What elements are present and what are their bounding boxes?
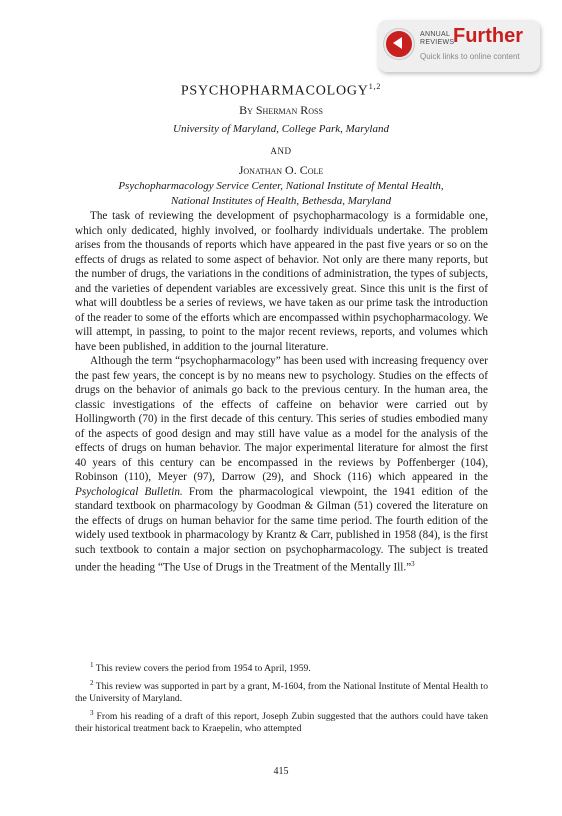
author-cole: Jonathan O. Cole [238,163,324,177]
footnote-ref-3: 3 [411,560,415,568]
affiliation-maryland: University of Maryland, College Park, Maryland [173,123,389,135]
back-arrow-icon [384,29,414,59]
author-ross: By Sherman Ross [239,103,323,117]
further-link-badge[interactable] [378,20,540,72]
page-number: 415 [273,766,289,777]
journal-title: Psychological Bulletin. [75,485,183,498]
footnote-1: $^1$ This review covers the period from 1954 to April, 1959. [90,661,311,675]
badge-subtitle: Quick links to online content [420,52,520,61]
article-body [75,209,488,575]
article-title: PSYCHOPHARMACOLOGY$^{1,2}$ [180,82,382,99]
footnote-3: $^3$ From his reading of a draft of this report, Joseph Zubin suggested that the authors could have taken their historical treatment back to Kraepelin, who attempted [75,708,488,735]
further-wordmark: Further [453,25,523,47]
paragraph-1: The task of reviewing the development of psychopharmacology is a formidable one, which only dedicated, highly involved, or foolhardy individuals undertake. The problem arises from the thousands of reports which have appeared in the past five years or so on the effects of drugs as related to some aspect of behavior. Not only are there many reports, but the number of drugs, the variations in the conditions of administration, the types of subjects, and the varieties of dependent variables are excessively great. Since this unit is the first of what will doubtless be a series of reviews, we have taken as our prime task the introduction of the reader to some of the efforts which are encompassed within psychopharmacology. We will attempt, in passing, to point to the major recent reviews, reports, and volumes which have been published, in addition to the journal literature. [75,210,489,353]
and-separator: AND [270,146,292,156]
annual-reviews-logo: ANNUAL REVIEWS [420,31,455,46]
affiliation-nimh-line2: National Institutes of Health, Bethesda, Maryland [170,195,392,207]
footnote-2: $^2$ This review was supported in part by a grant, M-1604, from the National Institute of Mental Health to the University of Maryland. [75,678,488,705]
paragraph-2: Although the term “psychopharmacology” has been used with increasing frequency over the past few years, the concept is by no means new to psychology. Studies on the effects of drugs on the behavior of animals go back to the previous century. In the human area, the classic investigations of the effects of caffeine on behavior were carried out by Hollingworth (70) in the first decade of this century. This series of studies embodied many of the aspects of good design and may still have value as a model for the analysis of the effects of drugs on human behavior. The major experimental literature for almost the first 40 years of this century can be encompassed in the reviews by Poffenberger (104), Robinson (110), Meyer (97), Darrow (29), and Shock (116) which appeared in the Psychological Bulletin. From the pharmacological viewpoint, the 1941 edition of the standard textbook on pharmacology by Goodman & Gilman (51) covered the literature on the effects of drugs on human behavior for the same time period. The fourth edition of the widely used textbook in pharmacology by Krantz & Carr, published in 1958 (84), is the first such textbook to contain a major section on psychopharmacology. The subject is treated under the heading “The Use of Drugs in the Treatment of the Mentally Ill.”$^3$ [75,355,488,574]
title-footnote-marks: 1,2 [368,82,382,91]
footnotes [75,659,488,737]
affiliation-nimh-line1: Psychopharmacology Service Center, National Institute of Mental Health, [118,180,444,192]
